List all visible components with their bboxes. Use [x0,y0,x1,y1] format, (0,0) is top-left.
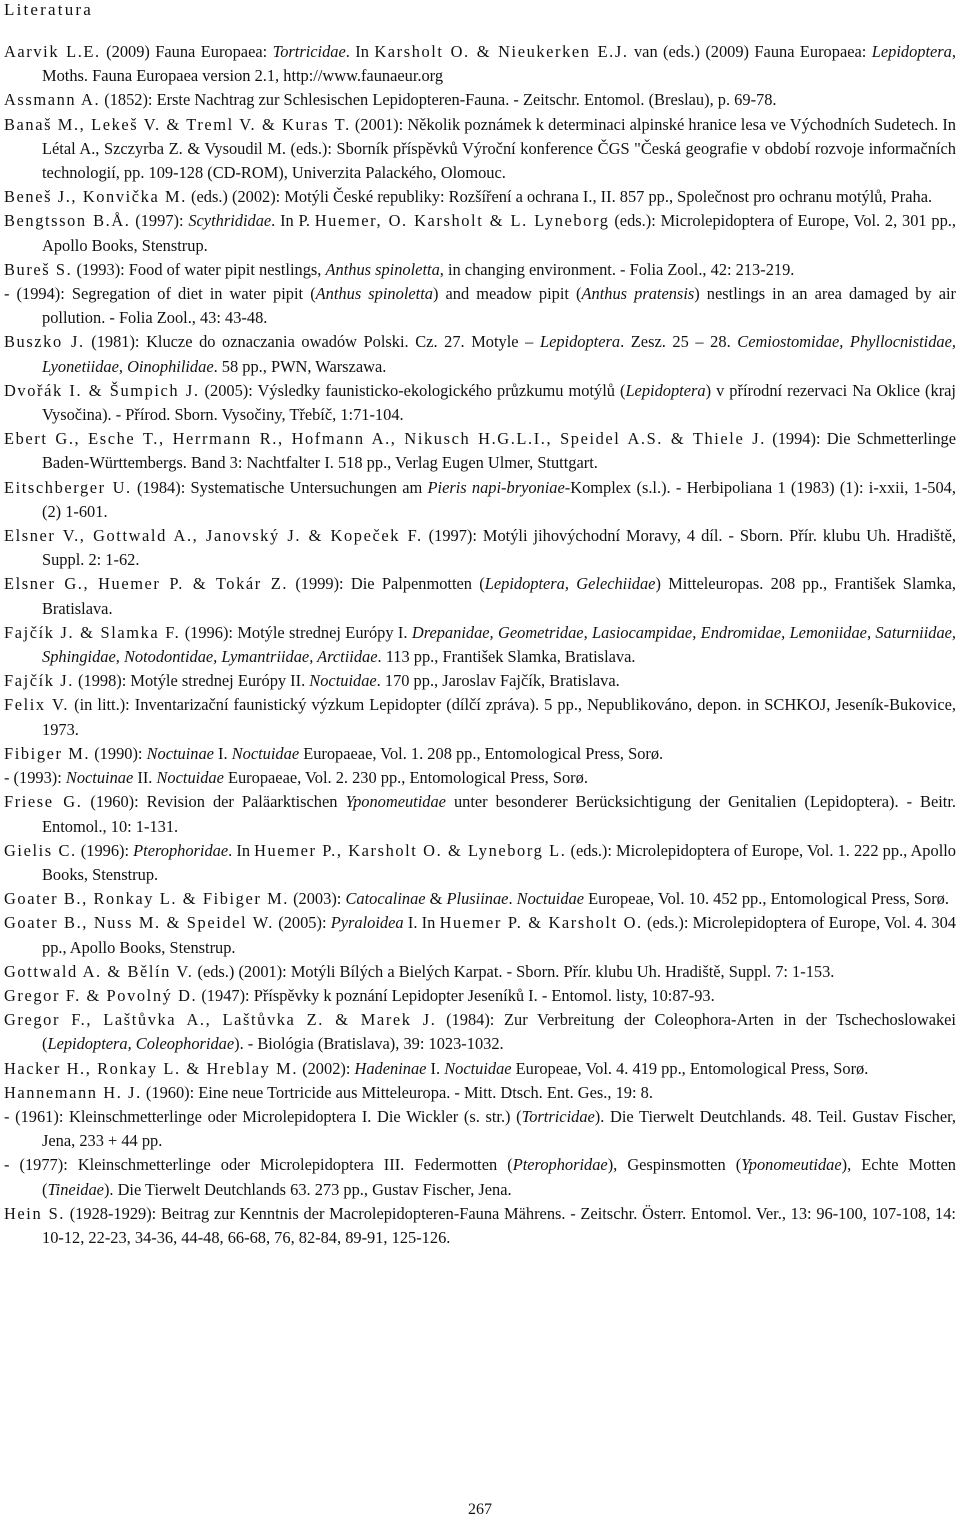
reference-text: ) nestlings in an area damaged by air pollution. - Folia Zool., 43: 43-48. [42,284,957,328]
reference-entry [4,88,956,112]
reference-entry [4,887,956,911]
author-names: Banaš M., Lekeš V. & Treml V. & Kuras T. [4,114,351,134]
reference-text: (1996): [76,840,134,860]
author-names: Karsholt O. & Nieukerken E.J. [374,42,629,61]
italic-taxon: Hadeninae [354,1058,427,1078]
reference-text: - (1994): Segregation of diet in water pipit ( [4,284,316,304]
author-names: Bengtsson B.Å. [4,211,131,231]
page-number: 267 [468,1501,492,1518]
reference-text: (1928-1929): Beitrag zur Kenntnis der Macrolepidopteren-Fauna Mährens. - Zeitschr. Österr. Entomol. Ver., 13: 96-100, 107-108, 14: 10-12, 22-23, 34-36, 44-48, 66-68, 76, 82-84, 89-91, 125-126. [42,1203,956,1247]
section-heading: Literatura [4,0,94,19]
reference-text: (1998): Motýle strednej Európy II. [73,671,310,691]
italic-taxon: Tineidae [47,1179,104,1199]
author-names: Fajčík J. & Slamka F. [4,622,181,642]
author-names: Beneš J., Konvička M. [4,187,187,207]
reference-text: - (1993): [4,768,66,788]
italic-taxon: Noctuidae [444,1058,512,1078]
reference-text: , Moths. Fauna Europaea version 2.1, http://www.faunaeur.org [42,42,956,86]
reference-text: Europeae, Vol. 4. 419 pp., Entomological Press, Sorø. [511,1058,869,1078]
reference-text: (2005): Výsledky faunisticko-ekologického průzkumu motýlů ( [199,380,626,400]
reference-text: . In [228,840,255,860]
italic-taxon: Pieris napi-bryoniae [427,477,565,497]
reference-text: (2003): [288,889,346,909]
reference-entry [4,113,956,186]
reference-text: ). - Biológia (Bratislava), 39: 1023-1032. [234,1034,504,1054]
reference-entry [4,742,956,766]
reference-entry [4,766,956,790]
reference-text: - (1961): Kleinschmetterlinge oder Microlepidoptera I. Die Wickler (s. str.) ( [4,1106,522,1126]
reference-text: . [508,889,517,909]
reference-entry [4,1202,956,1250]
author-names: Assmann A. [4,90,101,110]
reference-text: van (eds.) (2009) Fauna Europaea: [628,42,872,61]
reference-text: (eds.): Microlepidoptera of Europe, Vol. 1. 222 pp., Apollo Books, Stenstrup. [42,840,956,884]
reference-list [4,40,956,1250]
author-names: Gottwald A. & Bělín V. [4,961,194,981]
reference-text: . 170 pp., Jaroslav Fajčík, Bratislava. [376,671,620,691]
italic-taxon: Yponomeutidae [345,792,446,812]
italic-taxon: Lepidoptera [625,380,706,400]
italic-taxon: Drepanidae, Geometridae, Lasiocampidae, Endromidae, Lemoniidae, Saturniidae, Sphingidae, Notodontidae, Lymantriidae, Arctiidae [42,622,957,667]
reference-text: - (1977): Kleinschmetterlinge oder Microlepidoptera III. Federmotten ( [4,1155,513,1175]
reference-entry [4,185,956,209]
reference-text: I. [426,1058,445,1078]
author-names: Huemer P., Karsholt O. & Lyneborg L. [254,840,567,860]
reference-entry [4,330,956,378]
author-names: Gregor F. & Povolný D. [4,985,198,1005]
reference-entry [4,476,956,524]
reference-text: (2002): [298,1058,355,1078]
author-names: Felix V. [4,695,70,715]
author-names: Ebert G., Esche T., Herrmann R., Hofmann A., Nikusch H.G.L.I., Speidel A.S. & Thiele J. [4,429,766,449]
reference-entry [4,621,956,669]
reference-entry [4,960,956,984]
author-names: Friese G. [4,792,83,812]
reference-text: . In [345,42,375,61]
author-names: Hein S. [4,1203,65,1223]
reference-text: I. [213,743,232,763]
reference-text: ). Die Tierwelt Deutchlands 63. 273 pp., Gustav Fischer, Jena. [103,1179,512,1199]
italic-taxon: Plusiinae [446,889,509,909]
italic-taxon: Lepidoptera, Gelechiidae [484,574,656,594]
author-names: Elsner V., Gottwald A., Janovský J. & Kopeček F. [4,526,423,546]
italic-taxon: Catocalinae [345,889,426,909]
reference-entry [4,669,956,693]
author-names: Buszko J. [4,332,85,352]
reference-text: -Komplex (s.l.). - Herbipoliana 1 (1983) (1): i-xxii, 1-504, (2) 1-601. [42,477,956,521]
reference-entry [4,839,956,887]
reference-text: ) Mitteleuropas. 208 pp., František Slamka, Bratislava. [42,574,956,618]
reference-text: & [425,889,447,909]
italic-taxon: Noctuinae [65,768,134,788]
reference-text: I. In [403,913,440,933]
italic-taxon: Tortricidae [272,42,346,61]
reference-text: ), Echte Motten ( [42,1155,956,1199]
italic-taxon: Anthus pratensis [581,284,695,304]
reference-text: Europaeae, Vol. 1. 208 pp., Entomological Press, Sorø. [299,743,664,763]
reference-text: ). Die Tierwelt Deutchlands. 48. Teil. Gustav Fischer, Jena, 233 + 44 pp. [42,1106,956,1151]
italic-taxon: Yponomeutidae [741,1155,842,1175]
reference-text: II. [133,768,157,788]
reference-text: (eds.) (2002): Motýli České republiky: Rozšíření a ochrana I., II. 857 pp., Společnost pro ochranu motýlů, Praha. [186,187,933,207]
author-names: Goater B., Nuss M. & Speidel W. [4,913,274,933]
reference-entry [4,984,956,1008]
italic-taxon: Noctuidae [156,768,224,788]
reference-entry [4,379,956,427]
reference-entry [4,1008,956,1056]
author-names: Fibiger M. [4,743,91,763]
reference-text: (2001): Několik poznámek k determinaci alpinské hranice lesa ve Východních Sudetech. In Létal A., Szczyrba Z. & Vysoudil M. (eds.): Sborník příspěvků Výroční konference ČGS "Česká geografie v období rozvoje informačních technologií, pp. 109-128 (CD-ROM), Univerzita Palackého, Olomouc. [42,114,956,183]
reference-entry [4,1081,956,1105]
reference-text: (1984): Systematische Untersuchungen am [131,477,428,497]
reference-text: unter besonderer Berücksichtigung der Genitalien (Lepidoptera). - Beitr. Entomol., 10: 1-131. [42,792,956,836]
italic-taxon: Anthus spinoletta [325,259,440,279]
italic-taxon: Noctuidae [309,671,377,691]
italic-taxon: Anthus spinoletta [315,284,433,304]
reference-text: (1947): Příspěvky k poznání Lepidopter Jeseníků I. - Entomol. listy, 10:87-93. [197,985,715,1005]
reference-text: (1960): Revision der Paläarktischen [82,792,346,812]
author-names: Fajčík J. [4,671,74,691]
reference-text: (2005): [274,913,331,933]
author-names: Huemer P. & Karsholt O. [439,913,643,933]
author-names: Elsner G., Huemer P. & Tokár Z. [4,574,289,594]
reference-text: . Zesz. 25 – 28. [620,332,738,352]
reference-text: , in changing environment. - Folia Zool., 42: 213-219. [439,259,795,279]
reference-text: (1852): Erste Nachtrag zur Schlesischen Lepidopteren-Fauna. - Zeitschr. Entomol. (Breslau), p. 69-78. [100,90,777,110]
author-names: Bureš S. [4,259,73,279]
reference-entry [4,282,956,330]
reference-text: (1999): Die Palpenmotten ( [288,574,485,594]
italic-taxon: Lepidoptera, Coleophoridae [47,1034,235,1054]
author-names: Dvořák I. & Šumpich J. [4,380,200,400]
reference-text: (2009) Fauna Europaea: [100,42,273,61]
italic-taxon: Cemiostomidae, Phyllocnistidae, Lyonetiidae, Oinophilidae [42,332,956,376]
reference-entry [4,40,956,88]
reference-text: (1994): Die Schmetterlinge Baden-Württembergs. Band 3: Nachtfalter I. 518 pp., Verlag Eugen Ulmer, Stuttgart. [42,429,957,473]
author-names: Eitschberger U. [4,477,132,497]
italic-taxon: Pterophoridae [133,840,229,860]
italic-taxon: Scythrididae [188,211,272,231]
author-names: Hannemann H. J. [4,1082,142,1102]
author-names: Gielis C. [4,840,77,860]
italic-taxon: Lepidoptera [871,42,952,61]
reference-text: (1996): Motýle strednej Európy I. [180,622,412,642]
italic-taxon: Pterophoridae [512,1155,608,1175]
reference-entry [4,258,956,282]
reference-text: (1984): Zur Verbreitung der Coleophora-Arten in der Tschechoslowakei ( [42,1010,956,1054]
reference-entry [4,209,956,257]
reference-text: ) and meadow pipit ( [432,284,582,304]
reference-text: (1981): Klucze do oznaczania owadów Polski. Cz. 27. Motyle – [84,332,540,352]
reference-entry [4,790,956,838]
reference-text: (1993): Food of water pipit nestlings, [72,259,326,279]
italic-taxon: Tortricidae [521,1106,595,1126]
author-names: Goater B., Ronkay L. & Fibiger M. [4,889,289,909]
reference-entry [4,911,956,959]
italic-taxon: Noctuinae [146,743,214,763]
reference-text: . 58 pp., PWN, Warszawa. [213,356,387,376]
author-names: Huemer, O. Karsholt & L. Lyneborg [314,211,610,231]
reference-text: . 113 pp., František Slamka, Bratislava. [377,647,636,667]
italic-taxon: Pyraloidea [330,913,404,933]
italic-taxon: Noctuidae [516,889,585,909]
reference-entry [4,1105,956,1153]
reference-entry [4,1153,956,1201]
reference-text: (1997): Motýli jihovýchodní Moravy, 4 díl. - Sborn. Přír. klubu Uh. Hradiště, Suppl. 2: 1-62. [42,526,956,570]
author-names: Hacker H., Ronkay L. & Hreblay M. [4,1058,299,1078]
reference-text: (eds.): Microlepidoptera of Europe, Vol. 4. 304 pp., Apollo Books, Stenstrup. [42,913,956,957]
reference-text: (in litt.): Inventarizační faunistický výzkum Lepidopter (dílčí zpráva). 5 pp., Nepublikováno, depon. in SCHKOJ, Jeseník-Bukovice, 1973. [42,695,956,739]
reference-text: (1997): [130,211,189,231]
reference-text: ) v přírodní rezervaci Na Oklice (kraj Vysočina). - Přírod. Sborn. Vysočiny, Třebíč, 1:71-104. [42,380,956,425]
reference-entry [4,693,956,741]
author-names: Gregor F., Laštůvka A., Laštůvka Z. & Marek J. [4,1010,437,1030]
reference-entry [4,572,956,620]
reference-text: (eds.): Microlepidoptera of Europe, Vol. 2, 301 pp., Apollo Books, Stenstrup. [42,211,956,255]
italic-taxon: Lepidoptera [539,332,621,352]
reference-text: (1960): Eine neue Tortricide aus Mitteleuropa. - Mitt. Dtsch. Ent. Ges., 19: 8. [141,1082,653,1102]
reference-text: Europeae, Vol. 10. 452 pp., Entomological Press, Sorø. [584,889,949,909]
italic-taxon: Noctuidae [231,743,300,763]
reference-entry [4,1057,956,1081]
reference-text: (eds.) (2001): Motýli Bílých a Bielých Karpat. - Sborn. Přír. klubu Uh. Hradiště, Suppl. 7: 1-153. [193,961,835,981]
reference-text: . In P. [271,211,315,231]
author-names: Aarvik L.E. [4,42,101,61]
reference-text: Europaeae, Vol. 2. 230 pp., Entomological Press, Sorø. [223,768,588,788]
reference-text: (1990): [90,743,147,763]
reference-entry [4,427,956,475]
reference-text: ), Gespinsmotten ( [607,1155,742,1175]
reference-entry [4,524,956,572]
